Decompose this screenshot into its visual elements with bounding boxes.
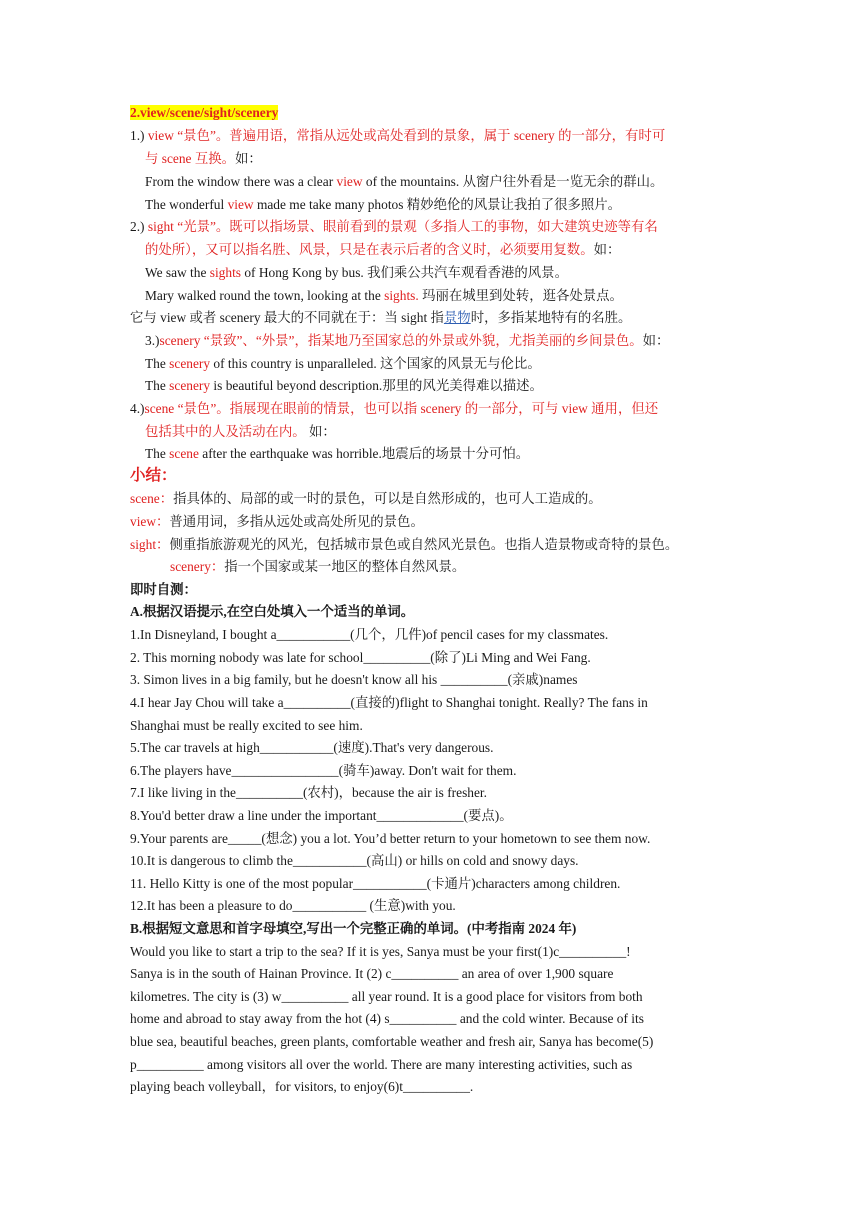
question-a-5: 5.The car travels at high___________(速度).That's very dangerous.: [130, 740, 494, 755]
question-a-1: 1.In Disneyland, I bought a___________(几个，几件)of pencil cases for my classmates.: [130, 627, 609, 642]
summary-scenery: scenery：指一个国家或某一地区的整体自然风景。: [170, 559, 466, 574]
example-scenery-2: The scenery is beautiful beyond description.那里的风光美得难以描述。: [145, 378, 543, 393]
passage-b-line-5: blue sea, beautiful beaches, green plants, comfortable weather and fresh air, Sanya has become(5): [130, 1034, 654, 1049]
example-view-2: The wonderful view made me take many photos 精妙绝伦的风景让我拍了很多照片。: [145, 197, 622, 212]
passage-b-line-7: playing beach volleyball，for visitors, to enjoy(6)t__________.: [130, 1079, 474, 1094]
passage-b-line-3: kilometres. The city is (3) w__________ all year round. It is a good place for visitors from both: [130, 989, 643, 1004]
example-view-1: From the window there was a clear view of the mountains. 从窗户往外看是一览无余的群山。: [145, 174, 664, 189]
def-view-line-1: 1.) view “景色”。普遍用语，常指从远处或高处看到的景象，属于 scenery 的一部分，有时可: [130, 128, 666, 143]
question-a-3: 3. Simon lives in a big family, but he doesn't know all his __________(亲戚)names: [130, 672, 578, 687]
passage-b-line-6: p__________ among visitors all over the world. There are many interesting activities, such as: [130, 1057, 633, 1072]
question-a-8: 8.You'd better draw a line under the important_____________(要点)。: [130, 808, 513, 823]
summary-sight: sight：侧重指旅游观光的风光，包括城市景色或自然风光景色。也指人造景物或奇特的景色。: [130, 537, 679, 552]
example-scene-1: The scene after the earthquake was horrible.地震后的场景十分可怕。: [145, 446, 530, 461]
question-a-4: 4.I hear Jay Chou will take a__________(直接的)flight to Shanghai tonight. Really? The fans in: [130, 695, 648, 710]
quiz-heading: 即时自测：: [130, 582, 197, 597]
section-b-heading: B.根据短文意思和首字母填空,写出一个完整正确的单词。(中考指南 2024 年): [130, 921, 577, 936]
question-a-2: 2. This morning nobody was late for school__________(除了)Li Ming and Wei Fang.: [130, 650, 591, 665]
example-sight-2: Mary walked round the town, looking at the sights. 玛丽在城里到处转，逛各处景点。: [145, 288, 623, 303]
def-view-line-2: 与 scene 互换。如：: [145, 151, 262, 166]
summary-view: view：普通用词，多指从远处或高处所见的景色。: [130, 514, 424, 529]
def-scene-line-2: 包括其中的人及活动在内。 如：: [145, 424, 336, 439]
question-a-11: 11. Hello Kitty is one of the most popular___________(卡通片)characters among children.: [130, 876, 621, 891]
example-sight-1: We saw the sights of Hong Kong by bus. 我们乘公共汽车观看香港的风景。: [145, 265, 568, 280]
def-scene-line-1: 4.)scene “景色”。指展现在眼前的情景，也可以指 scenery 的一部分，可与 view 通用，但还: [130, 401, 659, 416]
passage-b-line-1: Would you like to start a trip to the sea? If it is yes, Sanya must be your first(1)c__________!: [130, 944, 631, 959]
passage-b-line-4: home and abroad to stay away from the hot (4) s__________ and the cold winter. Because of its: [130, 1011, 644, 1026]
def-sight-line-1: 2.) sight “光景”。既可以指场景、眼前看到的景观（多指人工的事物，如大建筑史迹等有名: [130, 219, 658, 234]
summary-heading: 小结：: [130, 467, 177, 484]
section-a-heading: A.根据汉语提示,在空白处填入一个适当的单词。: [130, 604, 415, 619]
question-a-9: 9.Your parents are_____(想念) you a lot. You’d better return to your hometown to see them now.: [130, 831, 651, 846]
def-scenery: 3.)scenery “景致”、“外景”，指某地乃至国家总的外景或外貌，尤指美丽的乡间景色。如：: [145, 333, 670, 348]
passage-b-line-2: Sanya is in the south of Hainan Province. It (2) c__________ an area of over 1,900 square: [130, 966, 614, 981]
question-a-6: 6.The players have________________(骑车)away. Don't wait for them.: [130, 763, 517, 778]
question-a-4-cont: Shanghai must be really excited to see him.: [130, 718, 363, 733]
section-title: [130, 104, 278, 122]
def-sight-line-2: 的处所），又可以指名胜、风景，只是在表示后者的含义时，必须要用复数。如：: [145, 242, 621, 257]
example-scenery-1: The scenery of this country is unparalleled. 这个国家的风景无与伦比。: [145, 356, 541, 371]
summary-scene: scene：指具体的、局部的或一时的景色，可以是自然形成的，也可人工造成的。: [130, 491, 602, 506]
question-a-7: 7.I like living in the__________(农村)，because the air is fresher.: [130, 785, 487, 800]
question-a-12: 12.It has been a pleasure to do___________ (生意)with you.: [130, 898, 456, 913]
title-text: 2.view/scene/sight/scenery: [130, 105, 279, 120]
question-a-10: 10.It is dangerous to climb the___________(高山) or hills on cold and snowy days.: [130, 853, 579, 868]
scenery-link[interactable]: 景物: [443, 310, 471, 325]
note-sight: 它与 view 或者 scenery 最大的不同就在于：当 sight 指景物时，多指某地特有的名胜。: [130, 310, 632, 325]
